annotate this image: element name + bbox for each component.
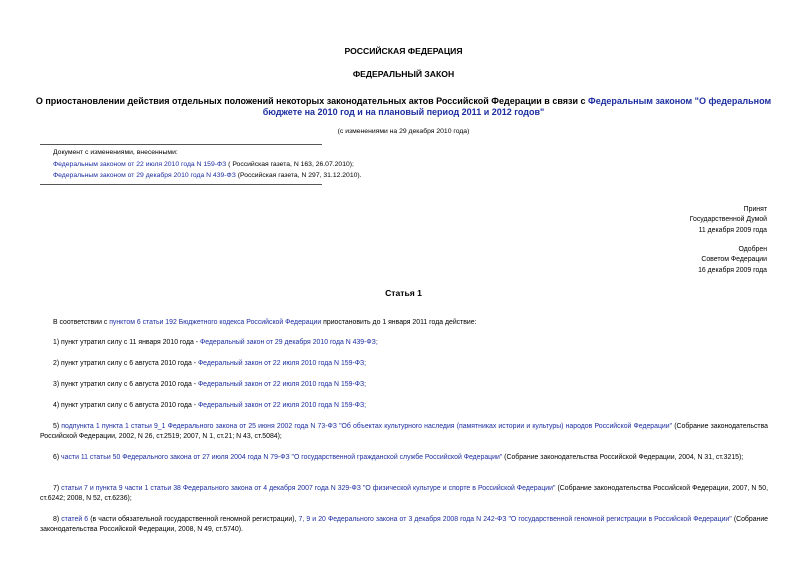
divider-bottom — [40, 184, 322, 185]
item-6 — [40, 453, 768, 463]
item-text: 6) — [53, 454, 62, 461]
intro-text: приостановить до 1 января 2011 года действие: — [321, 319, 477, 326]
item-text: 8) — [53, 516, 62, 523]
item-6-link[interactable]: части 11 статьи 50 Федерального закона от 27 июля 2004 года N 79-ФЗ "О государственной гражданской службе Российской Федерации" — [61, 454, 503, 461]
item-text: 1) пункт утратил силу с 11 января 2010 года - — [53, 339, 200, 346]
item-text: 3) пункт утратил силу с 6 августа 2010 года - — [53, 381, 198, 388]
amendment-item — [53, 159, 362, 171]
item-text: 7) — [53, 485, 62, 492]
item-2-link[interactable]: Федеральный закон от 22 июля 2010 года N 159-ФЗ; — [197, 360, 367, 367]
divider-top — [40, 144, 322, 145]
changes-note: (с изменениями на 29 декабря 2010 года) — [337, 128, 470, 135]
amendment-source: ( Российская газета, N 163, 26.07.2010); — [226, 160, 354, 168]
item-text: (Собрание законодательства Российской Федерации, 2008, N 49, ст.5740). — [40, 516, 769, 534]
title-prefix: О приостановлении действия отдельных положений некоторых законодательных актов Российской Федерации в связи с — [35, 96, 589, 106]
country-heading: РОССИЙСКАЯ ФЕДЕРАЦИЯ — [344, 46, 463, 56]
item-8-link-art6[interactable]: статей 6 — [61, 516, 89, 523]
amendment-link-159[interactable]: Федеральным законом от 22 июля 2010 года N 159-ФЗ — [53, 160, 227, 168]
item-2 — [53, 359, 366, 369]
amendments-intro: Документ с изменениями, внесенными: — [53, 149, 178, 156]
title-budget-law-link[interactable]: Федеральным законом "О федеральном бюджете на 2010 год и на плановый период 2011 и 2012 годов" — [262, 96, 772, 117]
item-8-link-genome-law[interactable]: 7, 9 и 20 Федерального закона от 3 декабря 2008 года N 242-ФЗ "О государственной геномной регистрации в Российской Федерации" — [298, 516, 732, 523]
article-heading: Статья 1 — [385, 288, 422, 298]
item-text: 4) пункт утратил силу с 6 августа 2010 года - — [53, 402, 198, 409]
amendments-block — [53, 147, 362, 182]
accepted-label: Принят — [743, 206, 767, 213]
budget-code-link[interactable]: пунктом 6 статьи 192 Бюджетного кодекса Российской Федерации — [109, 319, 322, 326]
item-8 — [40, 515, 768, 536]
intro-text: В соответствии с — [53, 319, 110, 326]
duma-date: 11 декабря 2009 года — [698, 226, 767, 234]
law-type-heading: ФЕДЕРАЛЬНЫЙ ЗАКОН — [352, 69, 455, 79]
amendment-source: (Российская газета, N 297, 31.12.2010). — [235, 172, 362, 179]
item-7 — [40, 484, 768, 505]
law-title — [30, 96, 777, 118]
adoption-council — [698, 245, 767, 276]
article-intro — [53, 318, 773, 328]
item-5-link[interactable]: подпункта 1 пункта 1 статьи 9_1 Федерального закона от 25 июня 2002 года N 73-ФЗ "Об объектах культурного наследия (памятниках истории и культуры) народов Российской Федерации" — [61, 423, 673, 430]
item-text: (Собрание законодательства Российской Федерации, 2007, N 50, ст.6242; 2008, N 52, ст.6236); — [40, 485, 769, 503]
item-text: (Собрание законодательства Российской Федерации, 2002, N 26, ст.2519; 2007, N 1, ст.21; N 43, ст.5084); — [40, 423, 768, 441]
item-4-link[interactable]: Федеральный закон от 22 июля 2010 года N 159-ФЗ; — [197, 402, 367, 409]
item-3 — [53, 380, 366, 390]
amendment-item — [53, 170, 362, 182]
item-text: 2) пункт утратил силу с 6 августа 2010 года - — [53, 360, 198, 367]
adoption-duma — [690, 205, 767, 236]
item-7-link[interactable]: статьи 7 и пункта 9 части 1 статьи 38 Федерального закона от 4 декабря 2007 года N 329-ФЗ "О физической культуре и спорте в Российской Федерации" — [61, 485, 556, 492]
item-5 — [40, 422, 768, 443]
council-label: Советом Федерации — [701, 256, 767, 264]
item-text: (Собрание законодательства Российской Федерации, 2004, N 31, ст.3215); — [502, 454, 744, 461]
item-1-link[interactable]: Федеральный закон от 29 декабря 2010 года N 439-ФЗ; — [199, 339, 378, 346]
item-text: 5) — [53, 423, 62, 430]
item-text: (в части обязательной государственной геномной регистрации), — [88, 516, 299, 523]
approved-label: Одобрен — [738, 246, 767, 253]
duma-label: Государственной Думой — [689, 216, 767, 224]
item-1 — [53, 338, 378, 348]
item-3-link[interactable]: Федеральный закон от 22 июля 2010 года N 159-ФЗ; — [197, 381, 367, 388]
council-date: 16 декабря 2009 года — [698, 266, 767, 274]
item-4 — [53, 401, 366, 411]
amendment-link-439[interactable]: Федеральным законом от 29 декабря 2010 года N 439-ФЗ — [53, 172, 236, 179]
